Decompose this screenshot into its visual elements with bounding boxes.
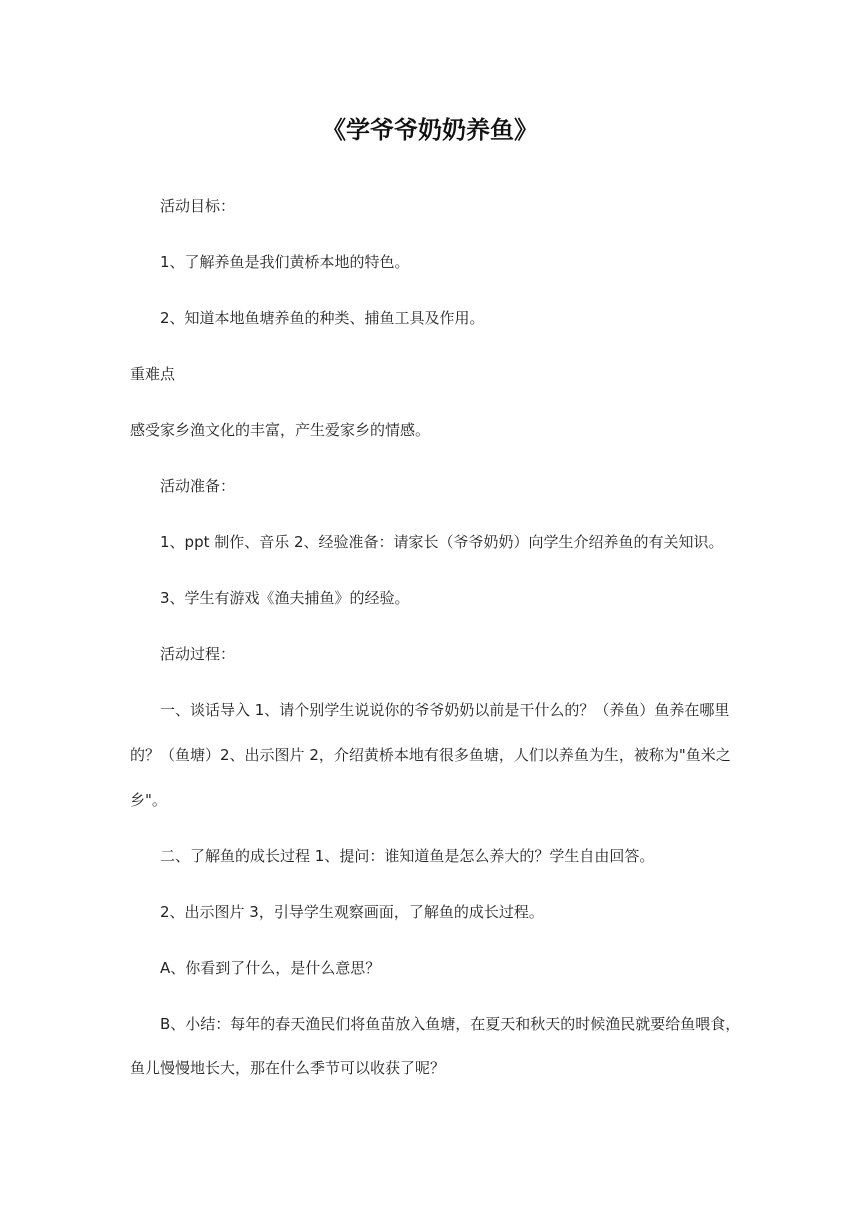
preparation-item-1: 1、ppt 制作、音乐 2、经验准备：请家长（爷爷奶奶）向学生介绍养鱼的有关知识。 — [160, 533, 724, 551]
process-part-1-line-1: 一、谈话导入 1、请个别学生说说你的爷爷奶奶以前是干什么的？（养鱼）鱼养在哪里 — [160, 701, 730, 719]
process-part-2-item-b-line-1: B、小结：每年的春天渔民们将鱼苗放入鱼塘，在夏天和秋天的时候渔民就要给鱼喂食， — [160, 1015, 741, 1033]
section-heading-preparation: 活动准备： — [160, 477, 236, 495]
goal-item-2: 2、知道本地鱼塘养鱼的种类、捕鱼工具及作用。 — [160, 309, 485, 327]
process-part-1-line-3: 乡"。 — [130, 791, 167, 809]
process-part-2-item-a: A、你看到了什么，是什么意思？ — [160, 959, 381, 977]
process-part-2-line-1: 二、了解鱼的成长过程 1、提问：谁知道鱼是怎么养大的？学生自由回答。 — [160, 847, 655, 865]
preparation-item-3: 3、学生有游戏《渔夫捕鱼》的经验。 — [160, 589, 410, 607]
key-points-text: 感受家乡渔文化的丰富，产生爱家乡的情感。 — [130, 421, 431, 439]
process-part-2-item-2: 2、出示图片 3，引导学生观察画面，了解鱼的成长过程。 — [160, 903, 544, 921]
section-heading-goals: 活动目标： — [160, 197, 236, 215]
section-heading-process: 活动过程： — [160, 645, 236, 663]
goal-item-1: 1、了解养鱼是我们黄桥本地的特色。 — [160, 253, 410, 271]
document-title: 《学爷爷奶奶养鱼》 — [322, 116, 538, 144]
process-part-2-item-b-line-2: 鱼儿慢慢地长大，那在什么季节可以收获了呢？ — [130, 1059, 446, 1077]
process-part-1-line-2: 的？（鱼塘）2、出示图片 2，介绍黄桥本地有很多鱼塘，人们以养鱼为生，被称为"鱼米之 — [130, 746, 731, 764]
section-heading-key-points: 重难点 — [130, 365, 176, 383]
